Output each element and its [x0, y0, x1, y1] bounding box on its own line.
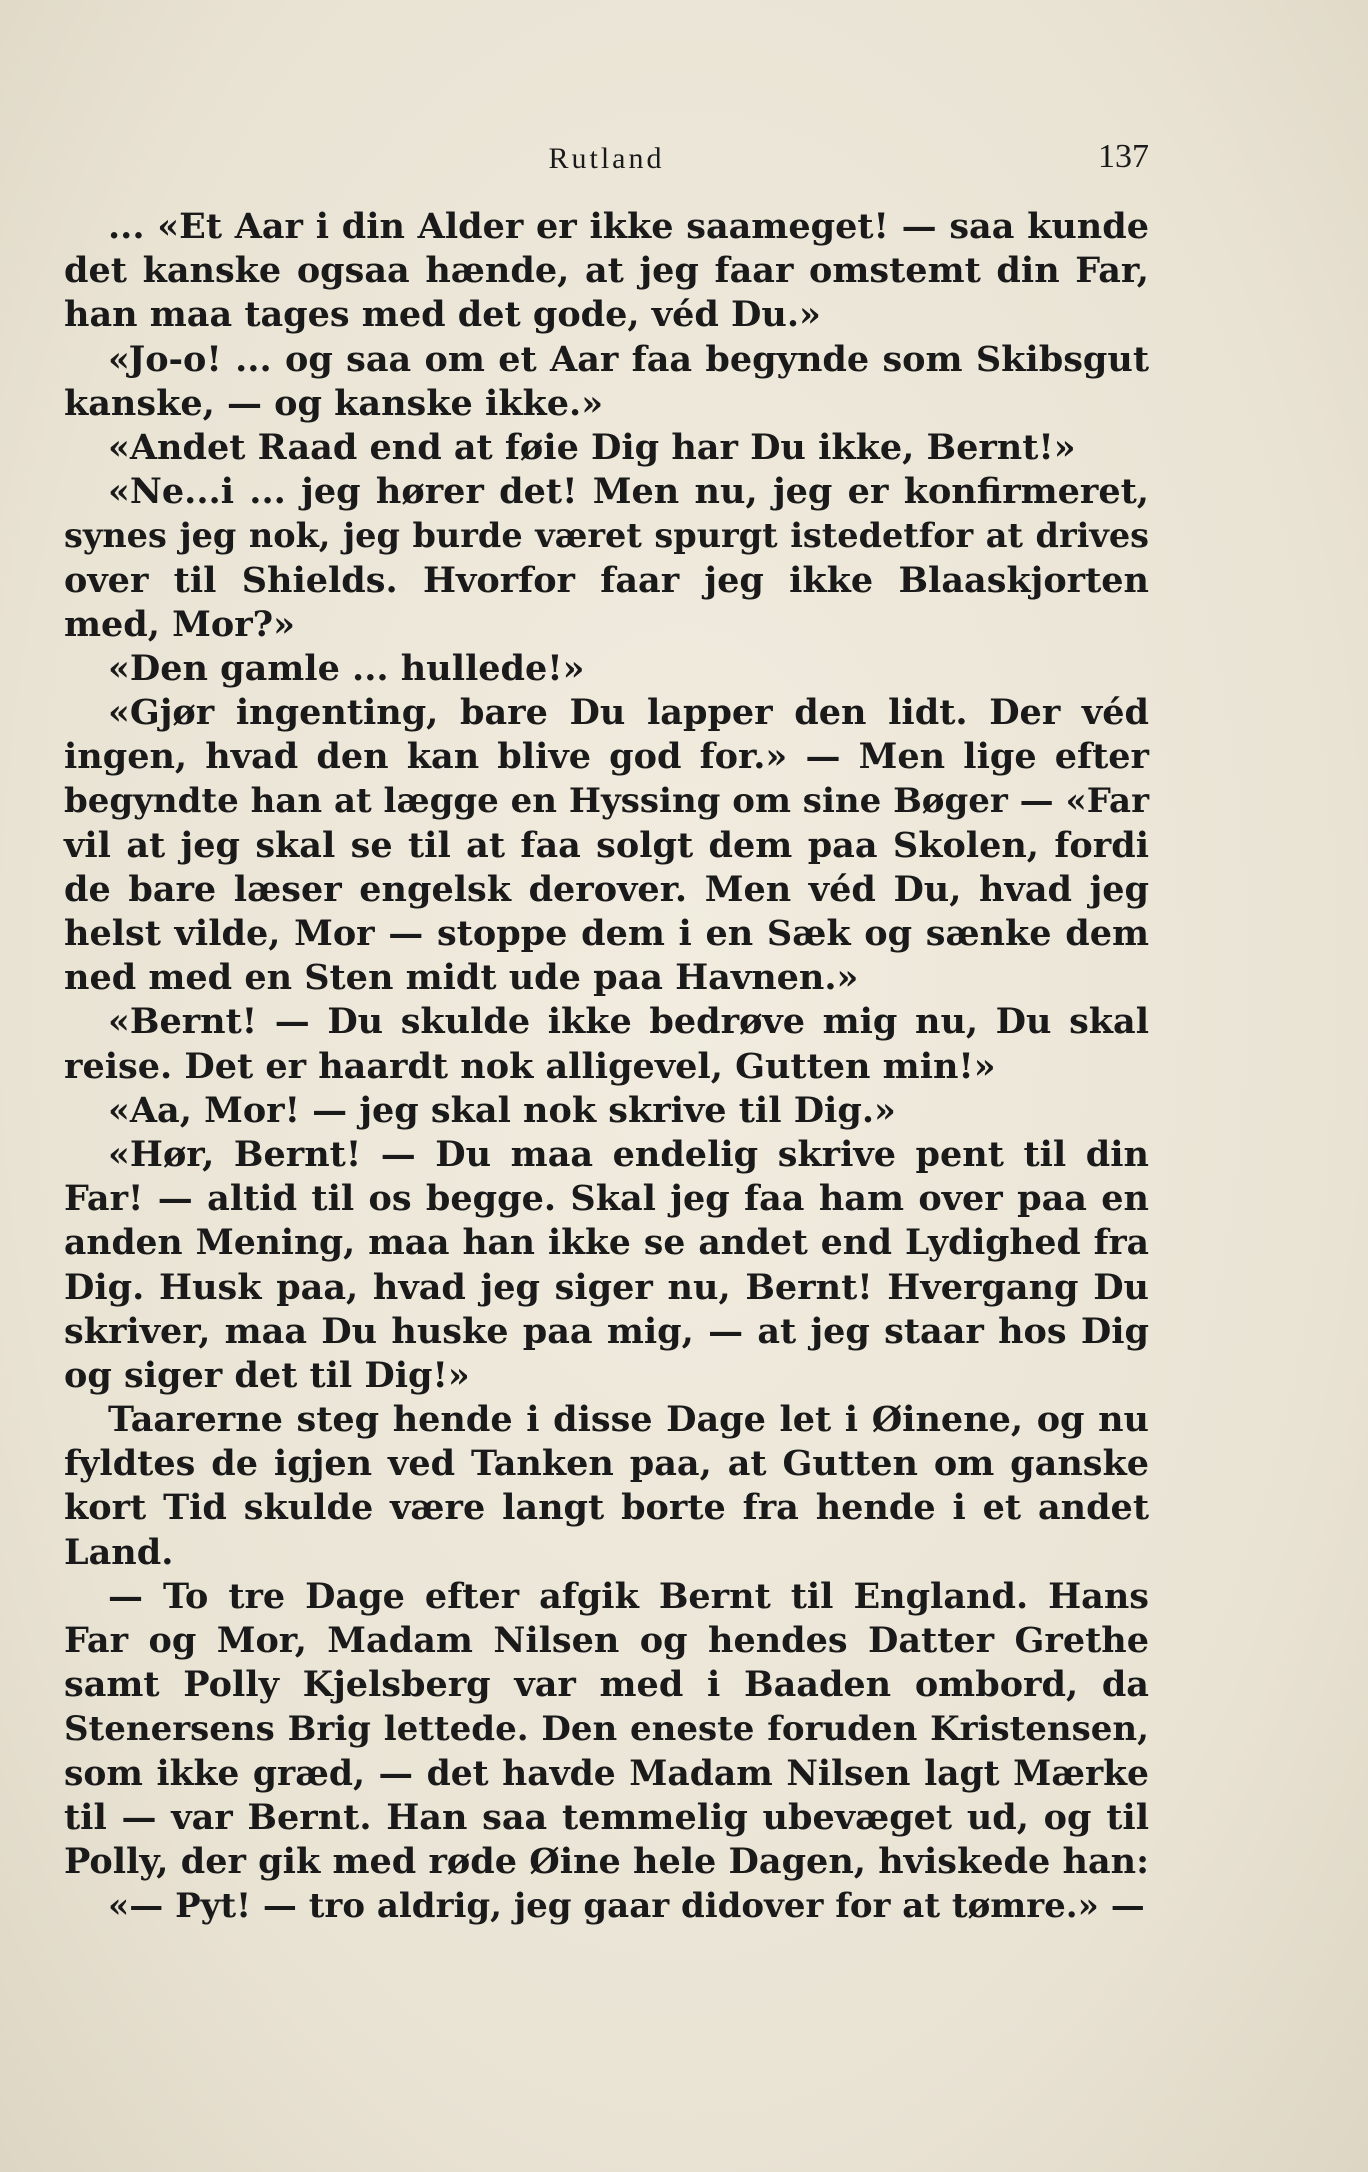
text-line: han maa tages med det gode, véd Du.» — [64, 294, 821, 336]
text-line: reise. Det er haardt nok alligevel, Gutten min!» — [64, 1045, 996, 1087]
text-line: og siger det til Dig!» — [64, 1354, 470, 1396]
text-line: Dig. Husk paa, hvad jeg siger nu, Bernt! Hvergang Du — [64, 1266, 1149, 1308]
text-line: det kanske ogsaa hænde, at jeg faar omstemt din Far, — [64, 250, 1149, 292]
text-line: «Bernt! — Du skulde ikke bedrøve mig nu, Du skal — [108, 1001, 1149, 1043]
text-line: Stenersens Brig lettede. Den eneste foruden Kristensen, — [64, 1709, 1149, 1750]
text-line: Polly, der gik med røde Øine hele Dagen, hviskede han: — [64, 1840, 1149, 1882]
text-line: som ikke græd, — det havde Madam Nilsen lagt Mærke — [64, 1753, 1149, 1794]
text-line: «Ne...i ... jeg hører det! Men nu, jeg er konfirmeret, — [108, 471, 1149, 513]
text-line: Far og Mor, Madam Nilsen og hendes Datter Grethe — [64, 1620, 1149, 1661]
text-line: Far! — altid til os begge. Skal jeg faa ham over paa en — [64, 1178, 1149, 1220]
text-line: «Aa, Mor! — jeg skal nok skrive til Dig.» — [108, 1089, 896, 1131]
text-line: ... «Et Aar i din Alder er ikke saameget! — saa kunde — [108, 206, 1149, 247]
body-text — [64, 205, 1149, 1928]
text-line: «Jo-o! ... og saa om et Aar faa begynde som Skibsgut — [108, 338, 1149, 380]
text-line: «Hør, Bernt! — Du maa endelig skrive pent til din — [108, 1133, 1149, 1175]
text-line: «— Pyt! — tro aldrig, jeg gaar didover for at tømre.» — — [108, 1886, 1145, 1927]
text-line: «Den gamle ... hullede!» — [108, 647, 585, 689]
text-line: anden Mening, maa han ikke se andet end Lydighed fra — [64, 1223, 1149, 1264]
text-line: Land. — [64, 1531, 174, 1573]
page-header — [64, 138, 1149, 188]
text-line: vil at jeg skal se til at faa solgt dem paa Skolen, fordi — [64, 824, 1149, 866]
text-line: de bare læser engelsk derover. Men véd Du, hvad jeg — [64, 868, 1149, 910]
text-line: begyndte han at lægge en Hyssing om sine Bøger — «Far — [64, 781, 1149, 822]
text-line: samt Polly Kjelsberg var med i Baaden ombord, da — [64, 1664, 1149, 1706]
text-line: med, Mor?» — [64, 603, 296, 645]
running-title: Rutland — [548, 142, 665, 175]
text-line: «Andet Raad end at føie Dig har Du ikke, Bernt!» — [108, 426, 1076, 468]
text-line: ned med en Sten midt ude paa Havnen.» — [64, 957, 859, 999]
text-line: ingen, hvad den kan blive god for.» — Men lige efter — [64, 736, 1149, 778]
text-line: kort Tid skulde være langt borte fra hende i et andet — [64, 1487, 1149, 1529]
text-line: over til Shields. Hvorfor faar jeg ikke Blaaskjorten — [64, 559, 1149, 601]
text-line: synes jeg nok, jeg burde været spurgt istedetfor at drives — [64, 516, 1149, 556]
text-line: skriver, maa Du huske paa mig, — at jeg staar hos Dig — [64, 1310, 1149, 1352]
text-line: helst vilde, Mor — stoppe dem i en Sæk og sænke dem — [64, 913, 1149, 954]
text-line: kanske, — og kanske ikke.» — [64, 382, 604, 424]
text-line: — To tre Dage efter afgik Bernt til England. Hans — [108, 1575, 1149, 1617]
text-line: til — var Bernt. Han saa temmelig ubevæget ud, og til — [64, 1796, 1149, 1838]
text-line: fyldtes de igjen ved Tanken paa, at Gutten om ganske — [64, 1443, 1149, 1485]
text-line: Taarerne steg hende i disse Dage let i Øinene, og nu — [108, 1399, 1149, 1441]
page-number: 137 — [1098, 138, 1149, 175]
text-line: «Gjør ingenting, bare Du lapper den lidt. Der véd — [108, 692, 1149, 734]
